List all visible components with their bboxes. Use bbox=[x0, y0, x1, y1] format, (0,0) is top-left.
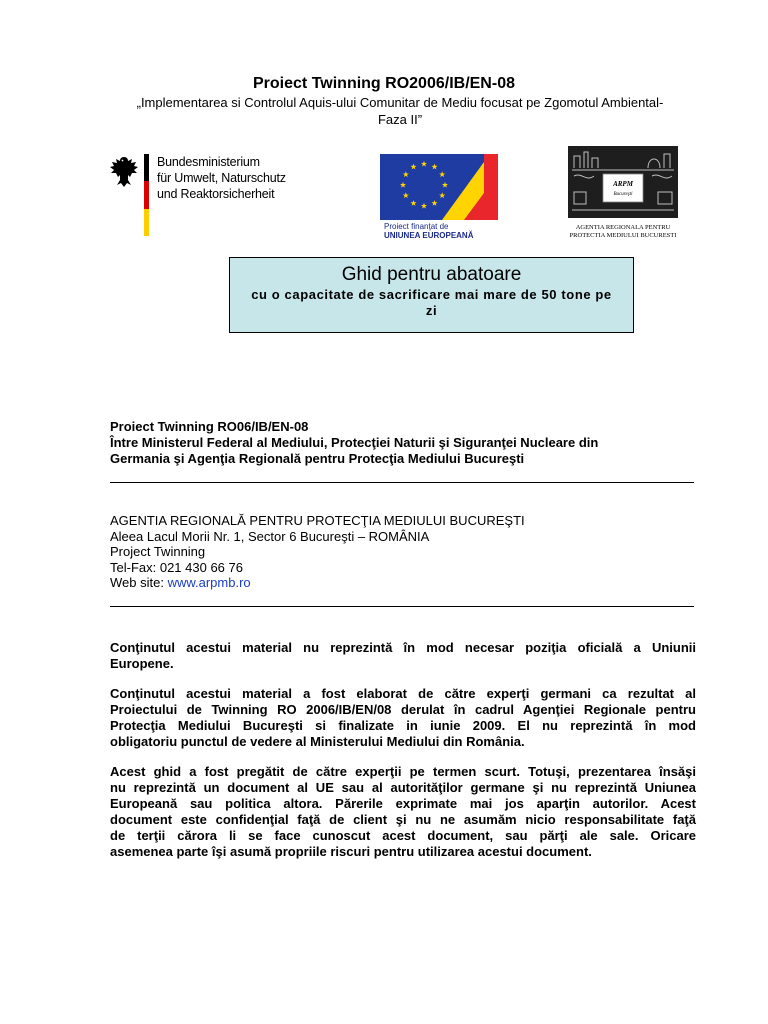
flag-gold bbox=[144, 209, 149, 236]
disclaimer-paragraph-3 bbox=[110, 764, 696, 860]
bmu-line-1: Bundesministerium bbox=[157, 155, 260, 169]
arpm-emblem bbox=[568, 146, 678, 218]
eu-caption-line-2: UNIUNEA EUROPEANĂ bbox=[384, 231, 474, 240]
eu-flag-icon bbox=[380, 152, 498, 222]
arpm-caption-line-1: AGENTIA REGIONALA PENTRU bbox=[575, 224, 671, 231]
p3-line: Acest ghid a fost pregătit de către experţii pe termen scurt. Totuşi, prezentarea însăşi bbox=[110, 764, 696, 779]
eu-funding-logo bbox=[380, 152, 498, 242]
website-label: Web site: bbox=[110, 575, 168, 590]
project-line-2: Între Ministerul Federal al Mediului, Protecţiei Naturii şi Siguranţei Nucleare din bbox=[110, 435, 599, 450]
project-info bbox=[110, 419, 696, 467]
guide-title: Ghid pentru abatoare bbox=[341, 264, 522, 285]
federal-eagle-icon bbox=[108, 154, 140, 188]
bmu-logo bbox=[108, 152, 298, 238]
arpm-caption bbox=[562, 224, 684, 240]
subtitle-line-2: Faza II” bbox=[377, 112, 423, 127]
flag-red bbox=[144, 181, 149, 208]
p3-line: nu reprezintă un document al UE sau al autorităţilor germane şi nu reprezintă Uniunea bbox=[110, 780, 696, 795]
project-line-1: Proiect Twinning RO06/IB/EN-08 bbox=[110, 419, 309, 434]
contact-project: Project Twinning bbox=[110, 544, 206, 559]
project-line-3: Germania şi Agenţia Regională pentru Protecţia Mediului Bucureşti bbox=[110, 451, 525, 466]
arpm-caption-line-2: PROTECTIA MEDIULUI BUCURESTI bbox=[569, 232, 677, 239]
german-flag-stripe bbox=[144, 154, 149, 236]
arpm-logo bbox=[562, 146, 682, 244]
p3-line: asemenea parte îşi asumă propriile riscuri pentru utilizarea acestui document. bbox=[110, 844, 592, 859]
guide-title-box bbox=[229, 257, 634, 333]
bmu-line-2: für Umwelt, Naturschutz bbox=[157, 171, 286, 185]
contact-address: Aleea Lacul Morii Nr. 1, Sector 6 Bucureşti – ROMÂNIA bbox=[110, 528, 430, 544]
divider-2 bbox=[110, 606, 694, 607]
disclaimer-paragraph-1 bbox=[110, 640, 696, 672]
p1-line: Europene. bbox=[110, 656, 174, 671]
divider-1 bbox=[110, 482, 694, 483]
subtitle-line-1: „Implementarea si Controlul Aquis-ului Comunitar de Mediu focusat pe Zgomotul Ambiental- bbox=[136, 95, 664, 110]
disclaimer-paragraph-2 bbox=[110, 686, 696, 750]
guide-subtitle: cu o capacitate de sacrificare mai mare de 50 tone pe zi bbox=[251, 287, 612, 318]
bmu-wordmark bbox=[157, 154, 302, 202]
contact-website bbox=[110, 575, 696, 591]
arpm-city-icon bbox=[568, 146, 678, 218]
p3-line: de terţii cărora li se face cunoscut acest document, sau părţi ale sale. Oricare bbox=[110, 828, 696, 843]
bmu-line-3: und Reaktorsicherheit bbox=[157, 187, 275, 201]
p3-line: Europeană sau politica altora. Părerile exprimate mai jos aparţin autorilor. Acest bbox=[110, 796, 696, 811]
document-subtitle bbox=[100, 94, 700, 128]
document-title: Proiect Twinning RO2006/IB/EN-08 bbox=[253, 75, 515, 92]
p2-line: Proiectului de Twinning RO 2006/IB/EN/08 derulat în cadrul Agenţiei Regionale pentru bbox=[110, 702, 696, 717]
contact-agency: AGENTIA REGIONALĂ PENTRU PROTECŢIA MEDIULUI BUCUREŞTI bbox=[110, 513, 525, 528]
eu-caption-line-1: Proiect finanţat de bbox=[384, 222, 449, 231]
flag-black bbox=[144, 154, 149, 181]
p3-line: document este confidenţial faţă de client şi nu ne asumăm nicio responsabilitate faţă bbox=[110, 812, 696, 827]
arpm-badge-line-1: ARPM bbox=[613, 180, 633, 188]
website-link[interactable]: www.arpmb.ro bbox=[167, 575, 251, 590]
contact-block bbox=[110, 513, 696, 591]
p2-line: obligatoriu punctul de vedere al Ministerului Mediului din România. bbox=[110, 734, 525, 749]
p2-line: Conţinutul acestui material a fost elaborat de către experţi germani ca rezultat al bbox=[110, 686, 696, 701]
p1-line: Conţinutul acestui material nu reprezintă în mod necesar poziţia oficială a Uniunii bbox=[110, 640, 696, 655]
arpm-badge-line-2: Bucureşti bbox=[613, 192, 633, 197]
contact-telfax: Tel-Fax: 021 430 66 76 bbox=[110, 559, 243, 575]
p2-line: Protecţia Mediului Bucureşti si finalizate in iunie 2009. El nu reprezintă în mod bbox=[110, 718, 696, 733]
